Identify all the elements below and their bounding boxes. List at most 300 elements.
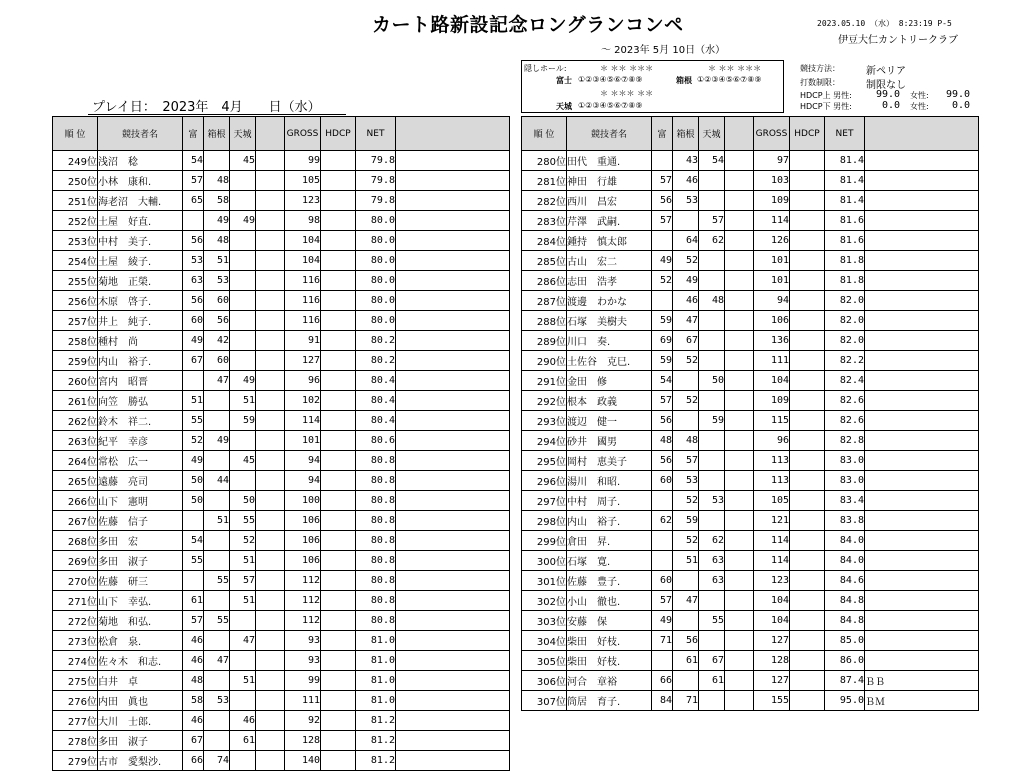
table-row — [53, 171, 510, 191]
gross-cell: 106 — [285, 551, 321, 571]
amagi-score-cell — [230, 291, 256, 311]
name-cell: 多田 淑子 — [98, 731, 183, 751]
gross-cell: 115 — [754, 411, 790, 431]
col-name-header: 競技者名 — [98, 117, 183, 151]
table-row — [522, 391, 979, 411]
hakone-score-cell: 71 — [673, 691, 699, 711]
net-cell: 95.0 — [825, 691, 865, 711]
spacer-cell — [725, 691, 754, 711]
gross-cell: 111 — [285, 691, 321, 711]
hdcp-cell — [790, 511, 825, 531]
table-row — [522, 251, 979, 271]
rank-cell: 274位 — [53, 651, 98, 671]
fuji-score-cell: 63 — [183, 271, 204, 291]
rank-cell: 275位 — [53, 671, 98, 691]
hdcp-cell — [790, 411, 825, 431]
amagi-score-cell — [230, 251, 256, 271]
fuji-score-cell: 54 — [183, 151, 204, 171]
gross-cell: 116 — [285, 311, 321, 331]
col-rank-header: 順 位 — [53, 117, 98, 151]
hdcp-cell — [790, 391, 825, 411]
fuji-score-cell: 55 — [183, 411, 204, 431]
amagi-score-cell — [230, 231, 256, 251]
col-gross-header: GROSS — [285, 117, 321, 151]
hakone-course-label: 箱根 — [676, 76, 692, 85]
gross-cell: 114 — [754, 211, 790, 231]
table-row — [522, 151, 979, 171]
fuji-score-cell: 56 — [652, 191, 673, 211]
fuji-holes: ①②③④⑤⑥⑦⑧⑨ — [578, 75, 643, 84]
col-spacer-header — [725, 117, 754, 151]
spacer-cell — [256, 431, 285, 451]
gross-cell: 123 — [754, 571, 790, 591]
net-cell: 80.0 — [356, 231, 396, 251]
table-row — [522, 231, 979, 251]
hakone-score-cell: 53 — [204, 691, 230, 711]
fuji-score-cell: 56 — [652, 451, 673, 471]
net-cell: 80.0 — [356, 291, 396, 311]
fuji-score-cell: 46 — [183, 711, 204, 731]
name-cell: 多田 宏 — [98, 531, 183, 551]
gross-cell: 128 — [285, 731, 321, 751]
name-cell: 紀平 幸彦 — [98, 431, 183, 451]
name-cell: 海老沼 大輔. — [98, 191, 183, 211]
net-cell: 81.2 — [356, 731, 396, 751]
rank-cell: 290位 — [522, 351, 567, 371]
print-timestamp: 2023.05.10 （水） 8:23:19 P-5 — [817, 19, 952, 28]
table-row — [522, 431, 979, 451]
hdcp-cell — [321, 371, 356, 391]
spacer-cell — [256, 231, 285, 251]
fuji-score-cell: 57 — [652, 391, 673, 411]
amagi-score-cell — [230, 691, 256, 711]
hakone-score-cell: 47 — [673, 311, 699, 331]
spacer-cell — [256, 451, 285, 471]
gross-cell: 104 — [754, 611, 790, 631]
fuji-score-cell: 52 — [183, 431, 204, 451]
gross-cell: 116 — [285, 271, 321, 291]
name-cell: 神田 行雄 — [567, 171, 652, 191]
net-cell: 83.0 — [825, 471, 865, 491]
net-cell: 84.8 — [825, 591, 865, 611]
name-cell: 田代 重通. — [567, 151, 652, 171]
table-row — [522, 551, 979, 571]
note-cell — [865, 551, 979, 571]
amagi-score-cell — [699, 591, 725, 611]
rank-cell: 286位 — [522, 271, 567, 291]
spacer-cell — [256, 271, 285, 291]
spacer-cell — [725, 271, 754, 291]
gross-cell: 104 — [754, 591, 790, 611]
table-row — [522, 311, 979, 331]
hakone-score-cell: 60 — [204, 351, 230, 371]
spacer-cell — [725, 611, 754, 631]
gross-cell: 114 — [754, 531, 790, 551]
table-header-row — [522, 117, 979, 151]
spacer-cell — [256, 291, 285, 311]
name-cell: 菊地 和弘. — [98, 611, 183, 631]
net-cell: 82.2 — [825, 351, 865, 371]
note-cell — [396, 651, 510, 671]
hakone-score-cell: 64 — [673, 231, 699, 251]
hdcp-cell — [790, 211, 825, 231]
name-cell: 鈴木 祥二. — [98, 411, 183, 431]
note-cell — [396, 291, 510, 311]
amagi-score-cell — [230, 751, 256, 771]
rank-cell: 287位 — [522, 291, 567, 311]
table-row — [522, 291, 979, 311]
note-cell — [396, 251, 510, 271]
hdcp-upper-male: 99.0 — [876, 89, 901, 100]
hakone-score-cell — [673, 411, 699, 431]
hdcp-cell — [321, 191, 356, 211]
spacer-cell — [256, 711, 285, 731]
hdcp-cell — [790, 191, 825, 211]
amagi-score-cell — [699, 631, 725, 651]
spacer-cell — [256, 311, 285, 331]
hidden-holes-stars: ＊ ＊＊ ＊＊＊ — [600, 64, 654, 73]
table-row — [53, 531, 510, 551]
hdcp-cell — [321, 231, 356, 251]
fuji-score-cell: 49 — [183, 451, 204, 471]
rank-cell: 252位 — [53, 211, 98, 231]
amagi-score-cell — [699, 311, 725, 331]
name-cell: 白井 卓 — [98, 671, 183, 691]
name-cell: 佐藤 研三 — [98, 571, 183, 591]
spacer-cell — [256, 611, 285, 631]
note-cell — [396, 431, 510, 451]
results-table-left — [52, 116, 510, 771]
rank-cell: 263位 — [53, 431, 98, 451]
fuji-score-cell: 49 — [183, 331, 204, 351]
hdcp-cell — [790, 491, 825, 511]
name-cell: 佐々木 和志. — [98, 651, 183, 671]
gross-cell: 99 — [285, 671, 321, 691]
name-cell: 石塚 美樹夫 — [567, 311, 652, 331]
note-cell — [865, 531, 979, 551]
net-cell: 80.0 — [356, 211, 396, 231]
rank-cell: 295位 — [522, 451, 567, 471]
hdcp-upper-label: HDCP上 男性: — [800, 91, 852, 100]
name-cell: 木原 啓子. — [98, 291, 183, 311]
amagi-score-cell — [230, 651, 256, 671]
name-cell: 岡村 恵美子 — [567, 451, 652, 471]
fuji-score-cell: 56 — [183, 291, 204, 311]
net-cell: 84.8 — [825, 611, 865, 631]
rank-cell: 284位 — [522, 231, 567, 251]
net-cell: 84.0 — [825, 531, 865, 551]
fuji-score-cell — [652, 491, 673, 511]
note-cell — [396, 311, 510, 331]
hakone-score-cell — [204, 451, 230, 471]
note-cell — [865, 351, 979, 371]
net-cell: 81.2 — [356, 751, 396, 771]
fuji-score-cell: 57 — [183, 611, 204, 631]
spacer-cell — [256, 351, 285, 371]
amagi-score-cell — [230, 191, 256, 211]
note-cell — [396, 531, 510, 551]
hdcp-cell — [321, 691, 356, 711]
name-cell: 向笠 勝弘 — [98, 391, 183, 411]
spacer-cell — [256, 211, 285, 231]
name-cell: 渡辺 健一 — [567, 411, 652, 431]
hakone-score-cell: 49 — [204, 211, 230, 231]
rank-cell: 267位 — [53, 511, 98, 531]
hdcp-cell — [790, 531, 825, 551]
gross-cell: 111 — [754, 351, 790, 371]
rank-cell: 264位 — [53, 451, 98, 471]
amagi-score-cell: 57 — [699, 211, 725, 231]
note-cell — [396, 471, 510, 491]
table-row — [522, 471, 979, 491]
note-cell — [865, 491, 979, 511]
hakone-score-cell: 51 — [204, 511, 230, 531]
spacer-cell — [725, 471, 754, 491]
fuji-score-cell: 48 — [183, 671, 204, 691]
fuji-score-cell — [183, 571, 204, 591]
gross-cell: 98 — [285, 211, 321, 231]
name-cell: 安藤 保 — [567, 611, 652, 631]
note-cell: ＢＭ — [865, 691, 979, 711]
hdcp-cell — [790, 591, 825, 611]
name-cell: 西川 昌宏 — [567, 191, 652, 211]
method-value: 新ペリア — [866, 66, 906, 77]
hdcp-cell — [321, 491, 356, 511]
gross-cell: 104 — [285, 251, 321, 271]
hdcp-cell — [790, 471, 825, 491]
hdcp-cell — [321, 291, 356, 311]
gross-cell: 126 — [754, 231, 790, 251]
hdcp-cell — [321, 511, 356, 531]
note-cell — [865, 411, 979, 431]
fuji-score-cell — [183, 511, 204, 531]
hakone-score-cell — [673, 671, 699, 691]
hakone-score-cell: 52 — [673, 391, 699, 411]
gross-cell: 123 — [285, 191, 321, 211]
hdcp-cell — [321, 331, 356, 351]
net-cell: 83.8 — [825, 511, 865, 531]
spacer-cell — [256, 251, 285, 271]
fuji-score-cell: 60 — [652, 571, 673, 591]
fuji-score-cell: 49 — [652, 251, 673, 271]
spacer-cell — [256, 371, 285, 391]
hakone-score-cell — [204, 631, 230, 651]
hakone-score-cell: 60 — [204, 291, 230, 311]
fuji-score-cell: 57 — [183, 171, 204, 191]
hdcp-cell — [790, 431, 825, 451]
hdcp-lower-female: 0.0 — [952, 100, 971, 111]
name-cell: 常松 広一 — [98, 451, 183, 471]
hdcp-cell — [321, 351, 356, 371]
hdcp-cell — [790, 251, 825, 271]
net-cell: 80.2 — [356, 331, 396, 351]
name-cell: 内山 裕子. — [567, 511, 652, 531]
gross-cell: 101 — [285, 431, 321, 451]
hakone-score-cell: 56 — [673, 631, 699, 651]
table-row — [522, 531, 979, 551]
rank-cell: 269位 — [53, 551, 98, 571]
spacer-cell — [256, 491, 285, 511]
rank-cell: 292位 — [522, 391, 567, 411]
table-row — [522, 331, 979, 351]
table-row — [522, 691, 979, 711]
note-cell — [865, 291, 979, 311]
hakone-score-cell: 52 — [673, 531, 699, 551]
note-cell — [865, 271, 979, 291]
rank-cell: 297位 — [522, 491, 567, 511]
spacer-cell — [725, 311, 754, 331]
name-cell: 遠藤 亮司 — [98, 471, 183, 491]
name-cell: 中村 美子. — [98, 231, 183, 251]
hakone-score-cell: 42 — [204, 331, 230, 351]
gross-cell: 128 — [754, 651, 790, 671]
net-cell: 80.8 — [356, 591, 396, 611]
hakone-score-cell — [673, 371, 699, 391]
table-row — [53, 251, 510, 271]
rank-cell: 283位 — [522, 211, 567, 231]
name-cell: 佐藤 豊子. — [567, 571, 652, 591]
fuji-score-cell: 67 — [183, 351, 204, 371]
table-row — [53, 711, 510, 731]
hdcp-lower-female-label: 女性: — [910, 102, 929, 111]
table-row — [53, 731, 510, 751]
hdcp-cell — [321, 631, 356, 651]
note-cell — [396, 411, 510, 431]
name-cell: 山下 幸弘. — [98, 591, 183, 611]
table-row — [522, 451, 979, 471]
table-row — [53, 751, 510, 771]
hakone-score-cell: 43 — [673, 151, 699, 171]
net-cell: 79.8 — [356, 171, 396, 191]
name-cell: 大川 士郎. — [98, 711, 183, 731]
spacer-cell — [256, 511, 285, 531]
net-cell: 79.8 — [356, 191, 396, 211]
rank-cell: 299位 — [522, 531, 567, 551]
gross-cell: 93 — [285, 651, 321, 671]
table-row — [53, 671, 510, 691]
table-row — [522, 651, 979, 671]
gross-cell: 97 — [754, 151, 790, 171]
rank-cell: 256位 — [53, 291, 98, 311]
rank-cell: 305位 — [522, 651, 567, 671]
hdcp-cell — [321, 451, 356, 471]
amagi-score-cell: 46 — [230, 711, 256, 731]
net-cell: 80.0 — [356, 311, 396, 331]
table-row — [53, 691, 510, 711]
fuji-score-cell: 51 — [183, 391, 204, 411]
name-cell: 中村 周子. — [567, 491, 652, 511]
hakone-score-cell: 57 — [673, 451, 699, 471]
spacer-cell — [725, 531, 754, 551]
fuji-score-cell — [652, 551, 673, 571]
gross-cell: 101 — [754, 251, 790, 271]
net-cell: 81.6 — [825, 211, 865, 231]
rank-cell: 289位 — [522, 331, 567, 351]
hdcp-lower-label: HDCP下 男性: — [800, 102, 852, 111]
net-cell: 81.6 — [825, 231, 865, 251]
rank-cell: 253位 — [53, 231, 98, 251]
hakone-score-cell: 58 — [204, 191, 230, 211]
net-cell: 80.0 — [356, 251, 396, 271]
rank-cell: 279位 — [53, 751, 98, 771]
amagi-score-cell: 51 — [230, 671, 256, 691]
hdcp-cell — [321, 151, 356, 171]
hdcp-cell — [790, 271, 825, 291]
play-day-underline — [88, 114, 346, 115]
col-hakone-header: 箱根 — [673, 117, 699, 151]
table-row — [53, 331, 510, 351]
table-row — [522, 271, 979, 291]
rank-cell: 300位 — [522, 551, 567, 571]
hdcp-cell — [790, 331, 825, 351]
fuji-score-cell: 58 — [183, 691, 204, 711]
table-row — [522, 411, 979, 431]
spacer-cell — [725, 551, 754, 571]
col-hakone-header: 箱根 — [204, 117, 230, 151]
spacer-cell — [256, 591, 285, 611]
amagi-score-cell: 47 — [230, 631, 256, 651]
spacer-cell — [725, 351, 754, 371]
gross-cell: 127 — [754, 631, 790, 651]
hakone-score-cell: 49 — [673, 271, 699, 291]
amagi-score-cell — [230, 351, 256, 371]
amagi-score-cell — [699, 391, 725, 411]
note-cell — [865, 431, 979, 451]
name-cell: 筒居 育子. — [567, 691, 652, 711]
note-cell — [396, 751, 510, 771]
hdcp-cell — [790, 651, 825, 671]
net-cell: 80.0 — [356, 271, 396, 291]
table-row — [522, 611, 979, 631]
fuji-score-cell — [652, 231, 673, 251]
gross-cell: 92 — [285, 711, 321, 731]
hakone-score-cell — [204, 731, 230, 751]
hakone-score-cell: 47 — [204, 651, 230, 671]
amagi-score-cell: 45 — [230, 151, 256, 171]
note-cell — [396, 591, 510, 611]
table-row — [53, 651, 510, 671]
hdcp-cell — [321, 551, 356, 571]
spacer-cell — [256, 531, 285, 551]
hdcp-cell — [321, 651, 356, 671]
hdcp-cell — [321, 671, 356, 691]
gross-cell: 94 — [285, 451, 321, 471]
table-row — [522, 631, 979, 651]
note-cell — [396, 171, 510, 191]
note-cell — [865, 611, 979, 631]
table-row — [522, 571, 979, 591]
hdcp-cell — [790, 631, 825, 651]
fuji-score-cell: 53 — [183, 251, 204, 271]
gross-cell: 106 — [285, 511, 321, 531]
table-row — [522, 171, 979, 191]
gross-cell: 93 — [285, 631, 321, 651]
gross-cell: 112 — [285, 591, 321, 611]
col-amagi-header: 天城 — [699, 117, 725, 151]
table-row — [522, 371, 979, 391]
spacer-cell — [725, 231, 754, 251]
hdcp-cell — [321, 731, 356, 751]
spacer-cell — [725, 411, 754, 431]
hakone-holes: ①②③④⑤⑥⑦⑧⑨ — [697, 75, 762, 84]
results-table-right — [521, 116, 979, 711]
amagi-score-cell: 49 — [230, 371, 256, 391]
gross-cell: 140 — [285, 751, 321, 771]
amagi-score-cell — [699, 451, 725, 471]
spacer-cell — [725, 431, 754, 451]
gross-cell: 155 — [754, 691, 790, 711]
hdcp-cell — [321, 391, 356, 411]
